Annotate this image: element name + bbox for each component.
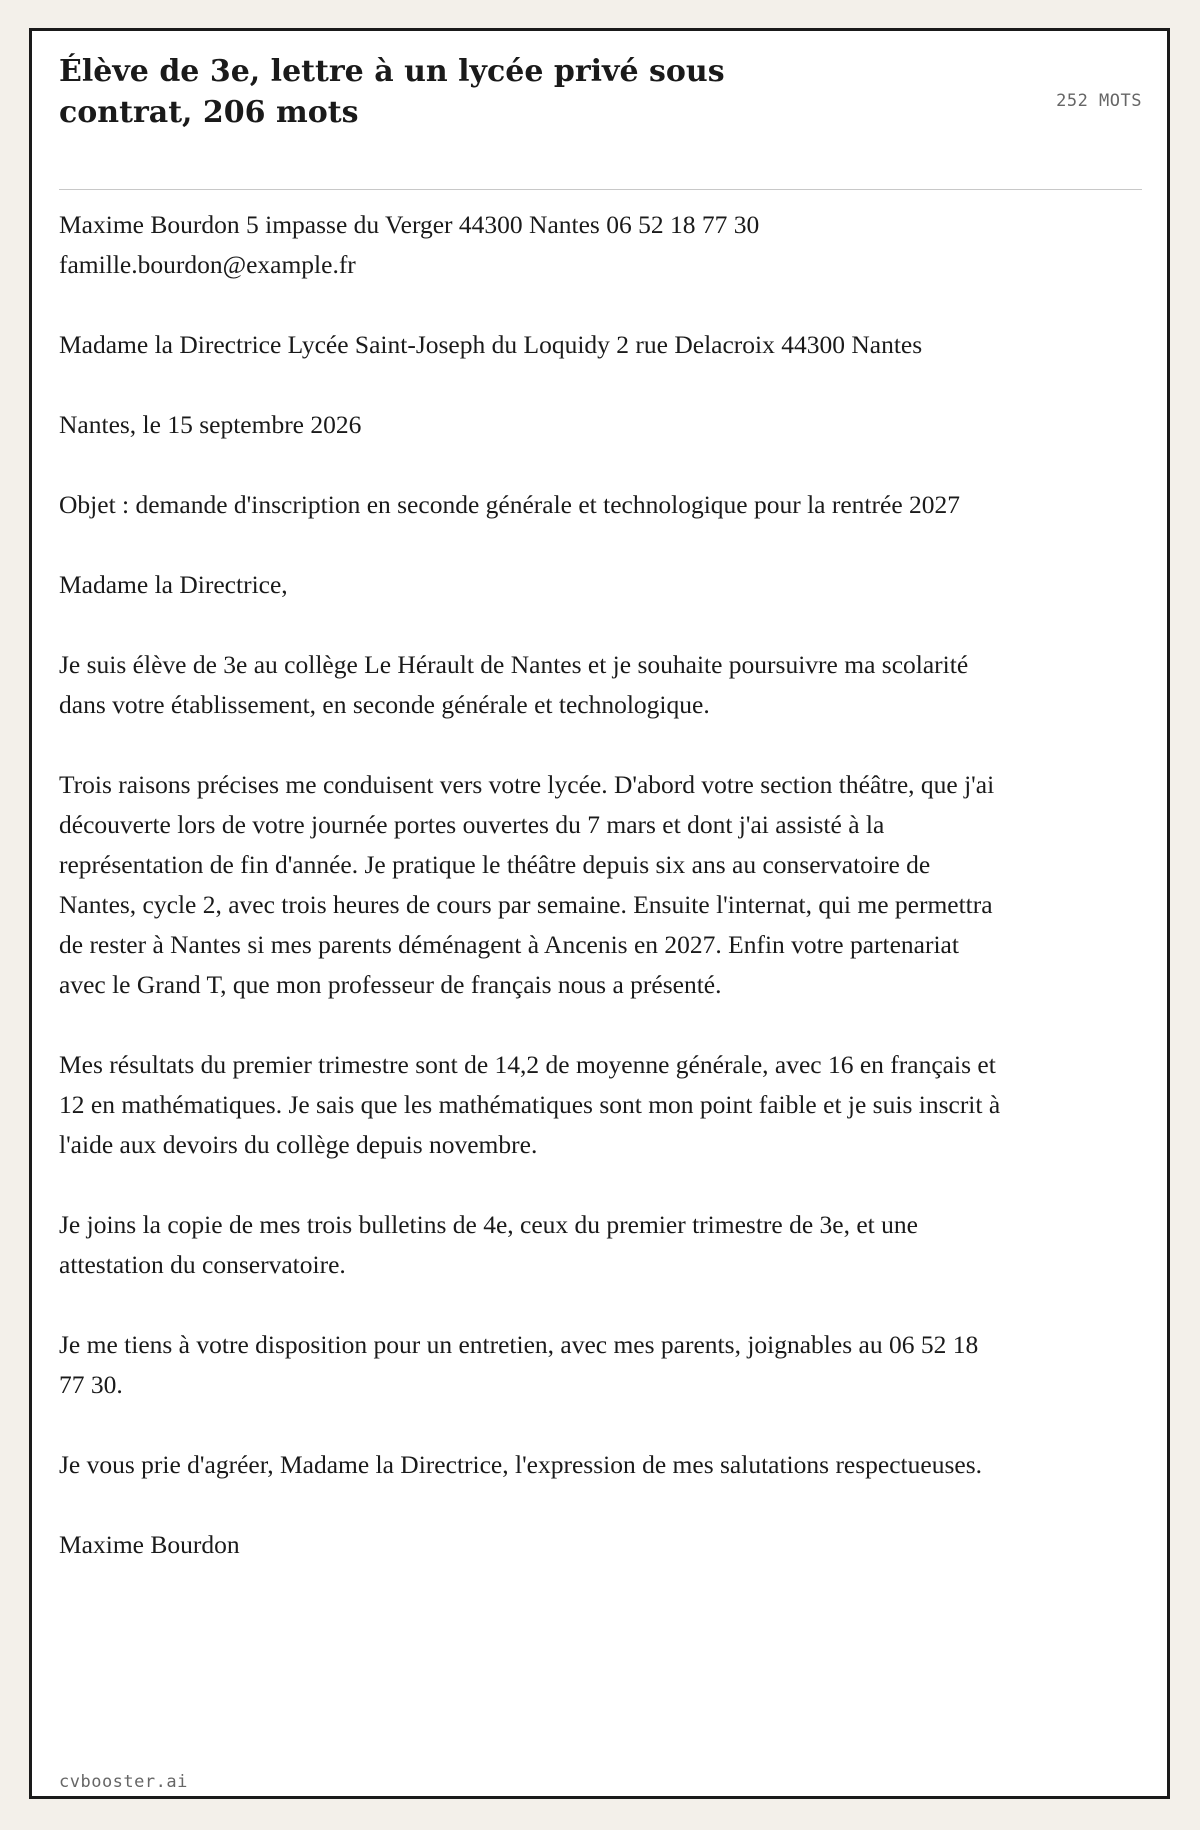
letter-header <box>59 51 1142 190</box>
body-paragraph: Mes résultats du premier trimestre sont de 14,2 de moyenne générale, avec 16 en français et 12 en mathématiques. Je sais que les mathématiques sont mon point faible et je suis inscrit à l'aide aux devoirs du collège depuis novembre. <box>59 1050 1001 1159</box>
date-line: Nantes, le 15 septembre 2026 <box>59 410 362 439</box>
letter-card <box>29 28 1170 1799</box>
body-paragraph: Je me tiens à votre disposition pour un entretien, avec mes parents, joignables au 06 52 18 77 30. <box>59 1330 979 1399</box>
subject-line: Objet : demande d'inscription en seconde générale et technologique pour la rentrée 2027 <box>59 490 961 519</box>
word-count-badge: 252 MOTS <box>1056 91 1142 111</box>
signature: Maxime Bourdon <box>59 1530 240 1559</box>
body-paragraph: Je suis élève de 3e au collège Le Hérault de Nantes et je souhaite poursuivre ma scolarité dans votre établissement, en seconde générale et technologique. <box>59 650 969 719</box>
body-paragraph: Trois raisons précises me conduisent vers votre lycée. D'abord votre section théâtre, que j'ai découverte lors de votre journée portes ouvertes du 7 mars et dont j'ai assisté à la représentation de fin d'année. Je pratique le théâtre depuis six ans au conservatoire de Nantes, cycle 2, avec trois heures de cours par semaine. Ensuite l'internat, qui me permettra de rester à Nantes si mes parents déménagent à Ancenis en 2027. Enfin votre partenariat avec le Grand T, que mon professeur de français nous a présenté. <box>59 770 995 999</box>
letter-body <box>59 205 1009 1565</box>
page-title: Élève de 3e, lettre à un lycée privé sous contrat, 206 mots <box>59 54 725 130</box>
closing-formula: Je vous prie d'agréer, Madame la Directrice, l'expression de mes salutations respectueuses. <box>59 1450 983 1479</box>
recipient-block: Madame la Directrice Lycée Saint-Joseph du Loquidy 2 rue Delacroix 44300 Nantes <box>59 330 923 359</box>
footer-brand: cvbooster.ai <box>59 1772 188 1792</box>
body-paragraph: Je joins la copie de mes trois bulletins de 4e, ceux du premier trimestre de 3e, et une attestation du conservatoire. <box>59 1210 918 1279</box>
sender-block: Maxime Bourdon 5 impasse du Verger 44300 Nantes 06 52 18 77 30 famille.bourdon@example.fr <box>59 210 760 279</box>
salutation: Madame la Directrice, <box>59 570 288 599</box>
